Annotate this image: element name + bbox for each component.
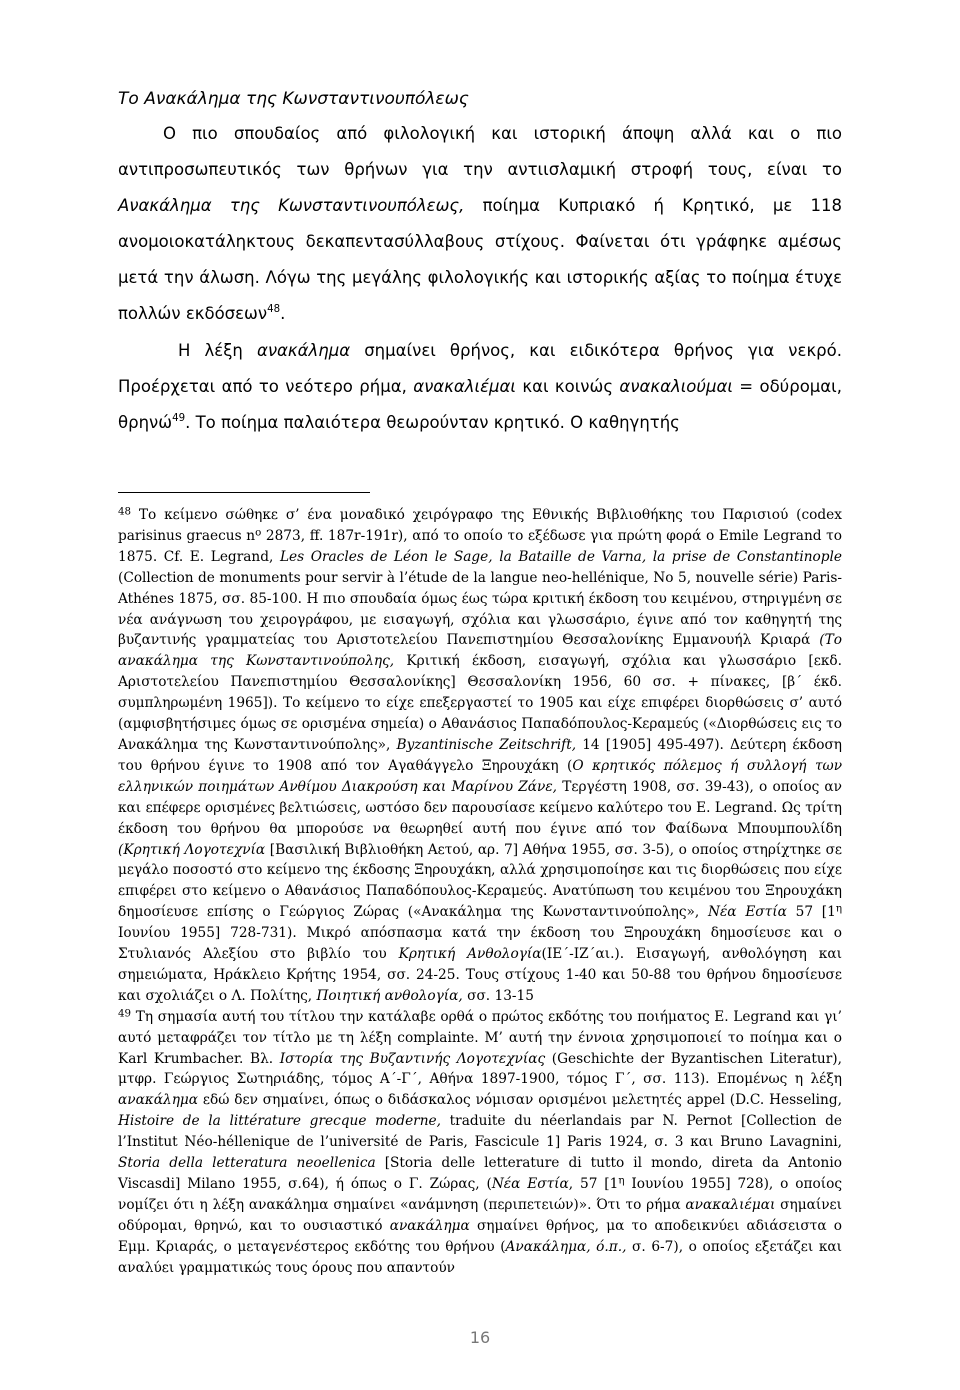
paragraph-2: Η λέξη ανακάλημα σημαίνει θρήνος, και ειδικότερα θρήνος για νεκρό. Προέρχεται από το νεότερο ρήμα, ανακαλιέμαι και κοινώς ανακαλιούμαι = οδύρομαι, θρηνώ$^{49}$. Το ποίημα παλαιότερα θεωρούνταν κρητικό. Ο καθηγητής — [118, 340, 842, 432]
footnotes — [118, 505, 842, 1279]
page-number: 16 — [469, 1328, 491, 1347]
italic-term: ανακαλιούμαι — [619, 376, 733, 396]
italic-term: ανακάλημα — [256, 340, 351, 360]
footnote-number: 48 — [118, 505, 132, 518]
footnote-separator — [118, 492, 370, 493]
paragraph-1: Ο πιο σπουδαίος από φιλολογική και ιστορική άποψη αλλά και ο πιο αντιπροσωπευτικός των θρήνων για την αντιισλαμική στροφή τους, είναι το Ανακάλημα της Κωνσταντινουπόλεως, ποίημα Κυπριακό ή Κρητικό, με 118 ανομοιοκατάληκτους δεκαπεντασύλλαβους στίχους. Φαίνεται ότι γράφηκε αμέσως μετά την άλωση. Λόγω της μεγάλης φιλολογικής και ιστορικής αξίας το ποίημα έτυχε πολλών εκδόσεων$^{48}$. — [118, 124, 842, 324]
footnote-number: 49 — [118, 1007, 132, 1020]
footnote-48: $^{48}$ Το κείμενο σώθηκε σ’ ένα μοναδικό χειρόγραφο της Εθνικής Βιβλιοθήκης του Παρισιού (codex parisinus graecus $n^o$ 2873, ff. 187r-191r), από το οποίο το εξέδωσε για πρώτη φορά ο Emile Legrand το 1875. Cf. E. Legrand, Les Oracles de Léon le Sage, la Bataille de Varna, la prise de Constantinople (Collection de monuments pour servir à l’étude de la langue neo-hellénique, No 5, nouvelle série) Paris-Athénes 1875, σσ. 85-100. Η πιο σπουδαία όμως έως τώρα κριτική έκδοση του κειμένου, στηριγμένη σε νέα ανάγνωση του χειρογράφου, με εισαγωγή, σχόλια και γλωσσάριο, έγινε από τον καθηγητή της βυζαντινής γραμματείας του Αριστοτελείου Πανεπιστημίου Θεσσαλονίκης Εμμανουήλ Κριαρά (Το ανακάλημα της Κωνσταντινούπολης, Κριτική έκδοση, εισαγωγή, σχόλια και γλωσσάριο [εκδ. Αριστοτελείου Πανεπιστημίου Θεσσαλονίκης] Θεσσαλονίκη 1956, 60 σσ. + πίνακες, [β΄ έκδ. συμπληρωμένη 1965]). Το κείμενο το είχε επεξεργαστεί το 1905 και είχε επιφέρει διορθώσεις σ’ αυτό (αμφισβητήσιμες όμως σε ορισμένα σημεία) ο Αθανάσιος Παπαδόπουλος-Κεραμεύς («Διορθώσεις εις το Ανακάλημα της Κωνσταντινούπολης», Byzantinische Zeitschrift, 14 [1905] 495-497). Δεύτερη έκδοση του θρήνου έγινε το 1908 από τον Αγαθάγγελο Ξηρουχάκη (Ο κρητικός πόλεμος ή συλλογή των ελληνικών ποιημάτων Ανθίμου Διακρούση και Μαρίνου Ζάνε, Τεργέστη 1908, σσ. 39-43), ο οποίος αν και επέφερε ορισμένες βελτιώσεις, ωστόσο δεν παρουσίασε κείμενο καλύτερο του E. Legrand. Ως τρίτη έκδοση του θρήνου θα μπορούσε να θεωρηθεί αυτή που έγινε από τον Φαίδωνα Μπουμπουλίδη (Κρητική Λογοτεχνία [Βασιλική Βιβλιοθήκη Αετού, αρ. 7] Αθήνα 1955, σσ. 3-5), ο οποίος στηρίχτηκε σε μεγάλο ποσοστό στο κείμενο της έκδοσης Ξηρουχάκη, αλλά χρησιμοποίησε και τις διορθώσεις που είχε επιφέρει στο κείμενο ο Αθανάσιος Παπαδόπουλος-Κεραμεύς. Ανατύπωση του κειμένου του Ξηρουχάκη δημοσίευσε επίσης ο Γεώργιος Ζώρας («Ανακάλημα της Κωνσταντινούπολης», Νέα Εστία 57 [$1^\eta$ Ιουνίου 1955] 728-731). Μικρό απόσπασμα κατά την έκδοση του Ξηρουχάκη δημοσίευσε και ο Στυλιανός Αλεξίου στο βιβλίο του Κρητική Ανθολογία(ΙΕ΄-ΙΖ΄αι.). Εισαγωγή, ανθολόγηση και σημειώματα, Ηράκλειο Κρήτης 1954, σσ. 24-25. Τους στίχους 1-40 και 50-88 του θρήνου δημοσίευσε και σχολιάζει ο Λ. Πολίτης, Ποιητική ανθολογία, σσ. 13-15 — [118, 505, 843, 1004]
footnote-ref-49[interactable]: 49 — [172, 412, 186, 424]
footnote-ref-48[interactable]: 48 — [267, 304, 281, 316]
italic-title: Ανακάλημα της Κωνσταντινουπόλεως, — [118, 196, 465, 216]
body-text — [118, 116, 842, 441]
footnote-49: $^{49}$ Τη σημασία αυτή του τίτλου την κατάλαβε ορθά ο πρώτος εκδότης του ποιήματος E. Legrand και γι’ αυτό μεταφράζει τον τίτλο με τη λέξη complainte. Μ’ αυτή την έννοια χρησιμοποιεί το ποίημα και ο Karl Krumbacher. Βλ. Ιστορία της Βυζαντινής Λογοτεχνίας (Geschichte der Byzantischen Literatur), μτφρ. Γεώργιος Σωτηριάδης, τόμος Α΄-Γ΄, Αθήνα 1897-1900, τόμος Γ΄, σσ. 113). Επομένως η λέξη ανακάλημα εδώ δεν σημαίνει, όπως ο διδάσκαλος νόμισαν ορισμένοι μελετητές appel (D.C. Hesseling, Histoire de la littérature grecque moderne, traduite du néerlandais par N. Pernot [Collection de l’Institut Néo-héllenique de l’université de Paris, Fascicule 1] Paris 1924, σ. 3 και Bruno Lavagnini, Storia della letteratura neoellenica [Storia delle letterature di tutto il mondo, direta da Antonio Viscasdi] Milano 1955, σ.64), ή όπως ο Γ. Ζώρας, (Νέα Εστία, 57 [$1^\eta$ Ιουνίου 1955] 728), ο οποίος νομίζει ότι η λέξη ανακάλημα σημαίνει «ανάμνηση (περιπετειών)». Ότι το ρήμα ανακαλιέμαι σημαίνει οδύρομαι, θρηνώ, και το ουσιαστικό ανακάλημα σημαίνει θρήνος, μα το αποδεικνύει αδιάσειστα ο Εμμ. Κριαράς, ο μεταγενέστερος εκδότης του θρήνου (Ανακάλημα, ό.π., σ. 6-7), ο οποίος εξετάζει και αναλύει γραμματικώς τους όρους που απαντούν — [118, 1007, 842, 1276]
section-heading: Το Ανακάλημα της Κωνσταντινουπόλεως — [118, 89, 469, 109]
italic-term: ανακαλιέμαι — [413, 376, 516, 396]
